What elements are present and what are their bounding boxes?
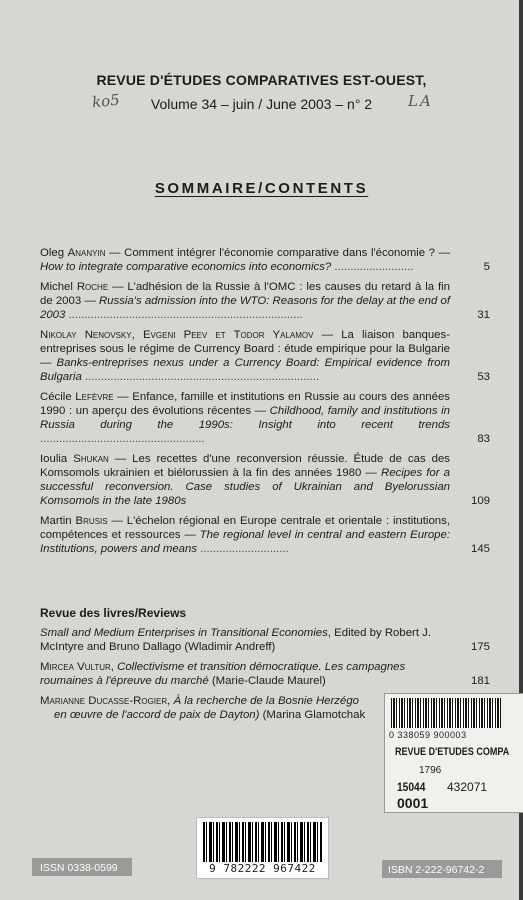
author-last: Brusis [75, 515, 108, 527]
reviews-title: Revue des livres/Reviews [40, 606, 187, 620]
sticker-code: 0001 [397, 795, 429, 811]
book-title-cont: en œuvre de l'accord de paix de Dayton) [54, 709, 260, 721]
page-number: 181 [470, 675, 490, 687]
title-en: — Childhood, family and institutions in Russia during the 1990s: Insight into recent trends [40, 405, 451, 431]
title-en: — The regional level in central and eastern Europe: Institutions, powers and means [40, 529, 450, 555]
author-last: Lefèvre [75, 391, 114, 403]
barcode-number: 9 782222 967422 [209, 862, 316, 875]
reviewer: (Marina Glamotchak [262, 709, 366, 721]
sticker-code: 432071 [447, 780, 488, 794]
author-first: Oleg [40, 247, 65, 259]
book-author: Marianne Ducasse-Rogier [40, 695, 168, 707]
title-fr: — L'adhésion de la Russie à l'OMC : les causes du retard à la fin de 2003 [40, 281, 450, 307]
book-title: Collectivisme et transition démocratique. Les campagnes roumaines à l'épreuve du marché [40, 661, 406, 687]
toc-entry[interactable]: Michel Roche — L'adhésion de la Russie à l'OMC : les causes du retard à la fin de 2003 — Russia's admission into the WTO: Reasons for the delay at the end of 2003 .......................................................................... 31 [40, 281, 490, 321]
sticker-code: 15044 [397, 780, 426, 794]
page-number: 175 [470, 641, 490, 653]
review-entry[interactable]: Mircea Vultur, Collectivisme et transition démocratique. Les campagnes roumaines à l'épreuve du marché (Marie-Claude Maurel) 181 [40, 661, 490, 687]
authors: Nikolay Nenovsky, Evgeni Peev et Todor Yalamov [40, 329, 314, 341]
page-number: 31 [477, 309, 490, 321]
library-sticker [384, 693, 523, 813]
author-last: Roche [76, 281, 109, 293]
page-number: 5 [483, 261, 490, 273]
isbn: ISBN 2-222-96742-2 [388, 864, 485, 876]
title-fr: — Enfance, famille et institutions en Russie au cours des années 1990 : un aperçu des évolutions récentes [40, 391, 450, 417]
author-last: Shukan [73, 453, 109, 465]
sticker-code: 1796 [419, 765, 442, 776]
issn: ISSN 0338-0599 [40, 862, 118, 874]
review-entry[interactable]: Marianne Ducasse-Rogier, À la recherche de la Bosnie Herzégo en œuvre de l'accord de paix de Dayton) (Marina Glamotchak [40, 695, 366, 721]
sticker-barcode-number: 0 338059 900003 [389, 730, 467, 740]
page-number: 145 [470, 543, 490, 555]
page-number: 109 [470, 495, 490, 507]
title-fr: — Les recettes d'une reconversion réussie. Étude de cas des Komsomols ukrainien et biélorussien à la fin des années 1980 [40, 453, 450, 479]
author-first: Martin [40, 515, 72, 527]
table-of-contents [40, 246, 490, 562]
toc-entry[interactable]: Oleg Ananyin — Comment intégrer l'économie comparative dans l'économie ? — How to integrate comparative economics into economics? ......................... 5 [40, 247, 490, 273]
title-en: — Banks-entreprises nexus under a Currency Board: Empirical evidence from Bulgaria [40, 357, 450, 383]
author-first: Cécile [40, 391, 72, 403]
toc-entry[interactable] [40, 452, 490, 508]
isbn-barcode [196, 817, 329, 879]
handwritten-note-left: ko5 [91, 90, 121, 112]
author-first: Michel [40, 281, 73, 293]
reviewer: (Marie-Claude Maurel) [211, 675, 326, 687]
review-detail: , Edited by Robert J. McIntyre and Bruno Dallago (Wladimir Andreff) [40, 627, 432, 653]
book-title: À la recherche de la Bosnie Herzégo [173, 695, 360, 707]
volume-line: Volume 34 – juin / June 2003 – n° 2 [150, 96, 373, 112]
author-first: Ioulia [40, 453, 68, 465]
book-author: Mircea Vultur [40, 661, 111, 673]
sticker-barcode [391, 698, 501, 728]
journal-title [0, 72, 523, 90]
title-fr: — La liaison banques-entreprises sous le régime de Currency Board : étude empirique pour la Bulgarie [40, 329, 450, 355]
journal-name: REVUE D'ÉTUDES COMPARATIVES EST-OUEST, [96, 72, 427, 88]
toc-entry[interactable]: Martin Brusis — L'échelon régional en Europe centrale et orientale : institutions, compétences et ressources — The regional level in central and eastern Europe: Institutions, powers and means ............................ 145 [40, 515, 490, 555]
title-en: — Russia's admission into the WTO: Reasons for the delay at the end of 2003 [40, 295, 450, 321]
page-number: 53 [477, 371, 490, 383]
title-en: — Recipes for a successful reconversion. Case studies of Ukrainian and Byelorussian Komsomols in the late 1980s [40, 467, 451, 507]
title-fr: — Comment intégrer l'économie comparative dans l'économie ? [105, 247, 439, 259]
toc-entry[interactable]: Nikolay Nenovsky, Evgeni Peev et Todor Yalamov — La liaison banques-entreprises sous le régime de Currency Board : étude empirique pour la Bulgarie — Banks-entreprises nexus under a Currency Board: Empirical evidence from Bulgaria .......................................................................... 53 [40, 329, 490, 383]
author-last: Ananyin [67, 247, 106, 259]
barcode-bars [203, 822, 322, 862]
review-entry[interactable] [40, 626, 490, 654]
page-number: 83 [477, 433, 490, 445]
sticker-label: REVUE D'ETUDES COMPA [395, 746, 510, 758]
title-en: — How to integrate comparative economics into economics? [40, 247, 450, 273]
contents-title: SOMMAIRE/CONTENTS [154, 180, 369, 197]
book-title: Small and Medium Enterprises in Transitional Economies [40, 627, 328, 639]
handwritten-note-right: LA [408, 92, 433, 110]
title-fr: — L'échelon régional en Europe centrale et orientale : institutions, compétences et ressources [40, 515, 450, 541]
toc-entry[interactable]: Cécile Lefèvre — Enfance, famille et institutions en Russie au cours des années 1990 : un aperçu des évolutions récentes — Childhood, family and institutions in Russia during the 1990s: Insight into recent trends .................................................... 83 [40, 391, 490, 445]
